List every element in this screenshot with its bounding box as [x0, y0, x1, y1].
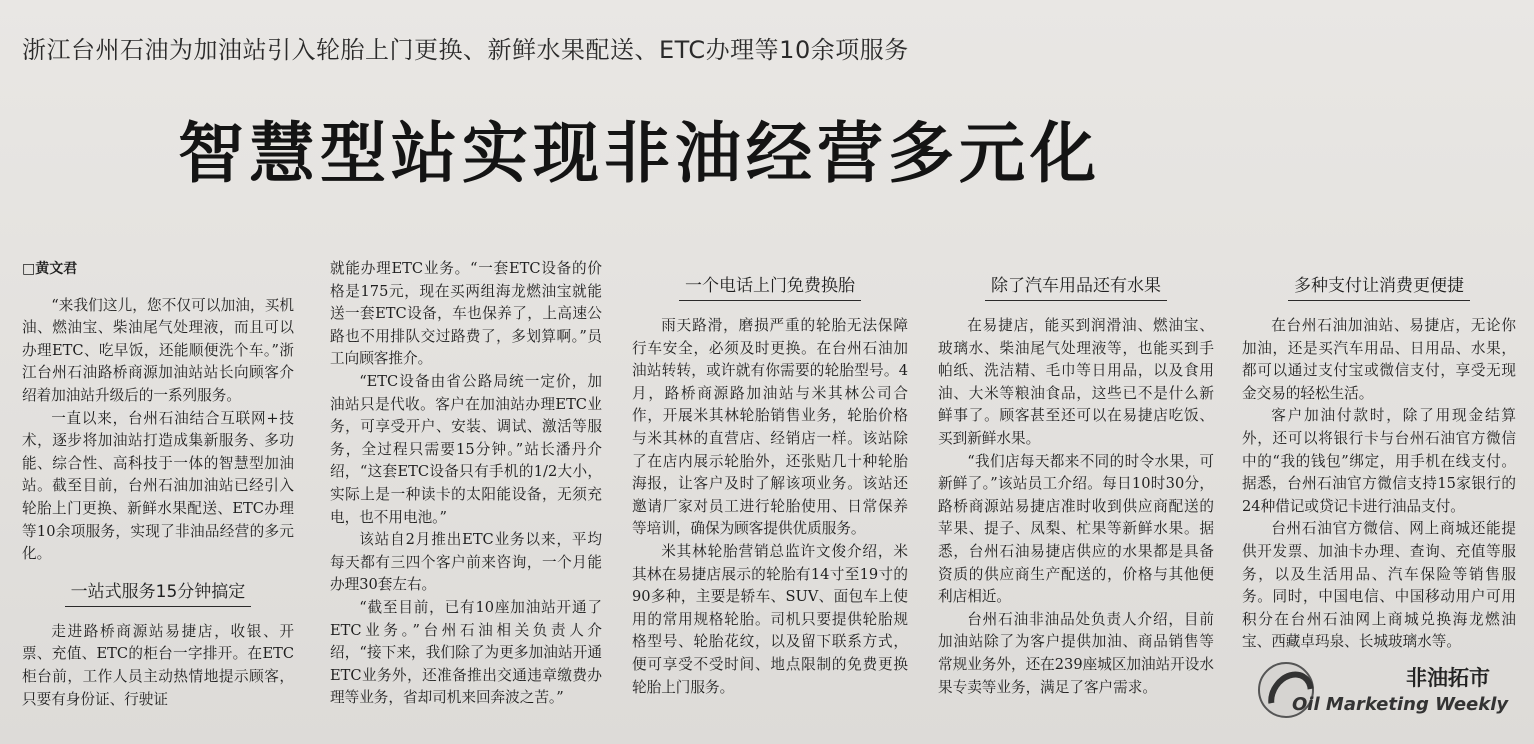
subheading: 除了汽车用品还有水果 — [938, 274, 1214, 301]
subheading: 一站式服务15分钟搞定 — [22, 580, 294, 607]
paragraph: 客户加油付款时，除了用现金结算外，还可以将银行卡与台州石油官方微信中的“我的钱包”绑定，用手机在线支付。据悉，台州石油官方微信支持15家银行的24种借记或贷记卡进行油品支付。 — [1242, 407, 1516, 515]
subheading: 多种支付让消费更便捷 — [1242, 274, 1516, 301]
paragraph: “ETC设备由省公路局统一定价，加油站只是代收。客户在加油站办理ETC业务，可享受开户、安装、调试、激活等服务，全过程只需要15分钟。”站长潘丹介绍，“这套ETC设备只有手机的1/2大小，实际上是一种读卡的太阳能设备，无须充电，也不用电池。” — [330, 372, 602, 526]
article-column-5 — [1242, 274, 1516, 654]
kicker-headline: 浙江台州石油为加油站引入轮胎上门更换、新鲜水果配送、ETC办理等10余项服务 — [22, 36, 909, 64]
column-logo — [1258, 660, 1518, 722]
paragraph: 在台州石油加油站、易捷店，无论你加油，还是买汽车用品、日用品、水果，都可以通过支付宝或微信支付，享受无现金交易的轻松生活。 — [1242, 317, 1516, 402]
paragraph: 就能办理ETC业务。“一套ETC设备的价格是175元，现在买两组海龙燃油宝就能送一套ETC设备，车也保养了，上高速公路也不用排队交过路费了，多划算啊。”员工向顾客推介。 — [330, 260, 602, 368]
paragraph: “来我们这儿，您不仅可以加油，买机油、燃油宝、柴油尾气处理液，而且可以办理ETC、吃早饭，还能顺便洗个车。”浙江台州石油路桥商源加油站站长向顾客介绍着加油站升级后的一系列服务。 — [22, 296, 294, 404]
article-column-1 — [22, 258, 294, 711]
paragraph: 走进路桥商源站易捷店，收银、开票、充值、ETC的柜台一字排开。在ETC柜台前，工作人员主动热情地提示顾客，只要有身份证、行驶证 — [22, 622, 294, 708]
subheading: 一个电话上门免费换胎 — [632, 274, 908, 301]
paragraph: 米其林轮胎营销总监许文俊介绍，米其林在易捷店展示的轮胎有14寸至19寸的90多种，主要是轿车、SUV、面包车上使用的常用规格轮胎。司机只要提供轮胎规格型号、轮胎花纹，以及留下联系方式，便可享受不受时间、地点限制的免费更换轮胎上门服务。 — [632, 542, 908, 696]
article-column-4 — [938, 274, 1214, 699]
paragraph: 一直以来，台州石油结合互联网+技术，逐步将加油站打造成集新服务、多功能、综合性、高科技于一体的智慧型加油站。截至目前，台州石油加油站已经引入轮胎上门更换、新鲜水果配送、ETC办理等10余项服务，实现了非油品经营的多元化。 — [22, 409, 294, 563]
paragraph: 台州石油官方微信、网上商城还能提供开发票、加油卡办理、查询、充值等服务，以及生活用品、汽车保险等销售服务。同时，中国电信、中国移动用户可用积分在台州石油网上商城兑换海龙燃油宝、西藏卓玛泉、长城玻璃水等。 — [1242, 520, 1516, 651]
article-column-3 — [632, 274, 908, 699]
byline: □黄文君 — [22, 261, 78, 277]
logo-english-title: Oil Marketing Weekly — [1292, 694, 1509, 715]
paragraph: 在易捷店，能买到润滑油、燃油宝、玻璃水、柴油尾气处理液等，也能买到手帕纸、洗洁精、毛巾等日用品，以及食用油、大米等粮油食品，这些已不是什么新鲜事了。顾客甚至还可以在易捷店吃饭、买到新鲜水果。 — [938, 317, 1214, 447]
paragraph: “截至目前，已有10座加油站开通了ETC业务。”台州石油相关负责人介绍，“接下来，我们除了为更多加油站开通ETC业务外，还准备推出交通违章缴费办理等业务，省却司机来回奔波之苦。” — [330, 598, 602, 707]
paragraph: 台州石油非油品处负责人介绍，目前加油站除了为客户提供加油、商品销售等常规业务外，还在239座城区加油站开设水果专卖等业务，满足了客户需求。 — [938, 610, 1214, 696]
paragraph: 该站自2月推出ETC业务以来，平均每天都有三四个客户前来咨询，一个月能办理30套左右。 — [330, 531, 602, 594]
paragraph: “我们店每天都来不同的时令水果，可新鲜了。”该站员工介绍。每日10时30分，路桥商源站易捷店准时收到供应商配送的苹果、提子、凤梨、杧果等新鲜水果。据悉，台州石油易捷店供应的水果都是具备资质的供应商生产配送的，价格与其他便利店相近。 — [938, 452, 1214, 606]
paragraph: 雨天路滑，磨损严重的轮胎无法保障行车安全，必须及时更换。在台州石油加油站转转，或许就有你需要的轮胎型号。4月，路桥商源路加油站与米其林公司合作，开展米其林轮胎销售业务，轮胎价格与米其林的直营店、经销店一样。该站除了在店内展示轮胎外，还张贴几十种轮胎海报，让客户及时了解该项业务。该站还邀请厂家对员工进行轮胎使用、日常保养等培训，确保为顾客提供优质服务。 — [632, 317, 908, 538]
logo-chinese-title: 非油拓市 — [1406, 666, 1490, 690]
article-column-2 — [330, 258, 602, 710]
main-headline: 智慧型站实现非油经营多元化 — [178, 115, 1101, 192]
